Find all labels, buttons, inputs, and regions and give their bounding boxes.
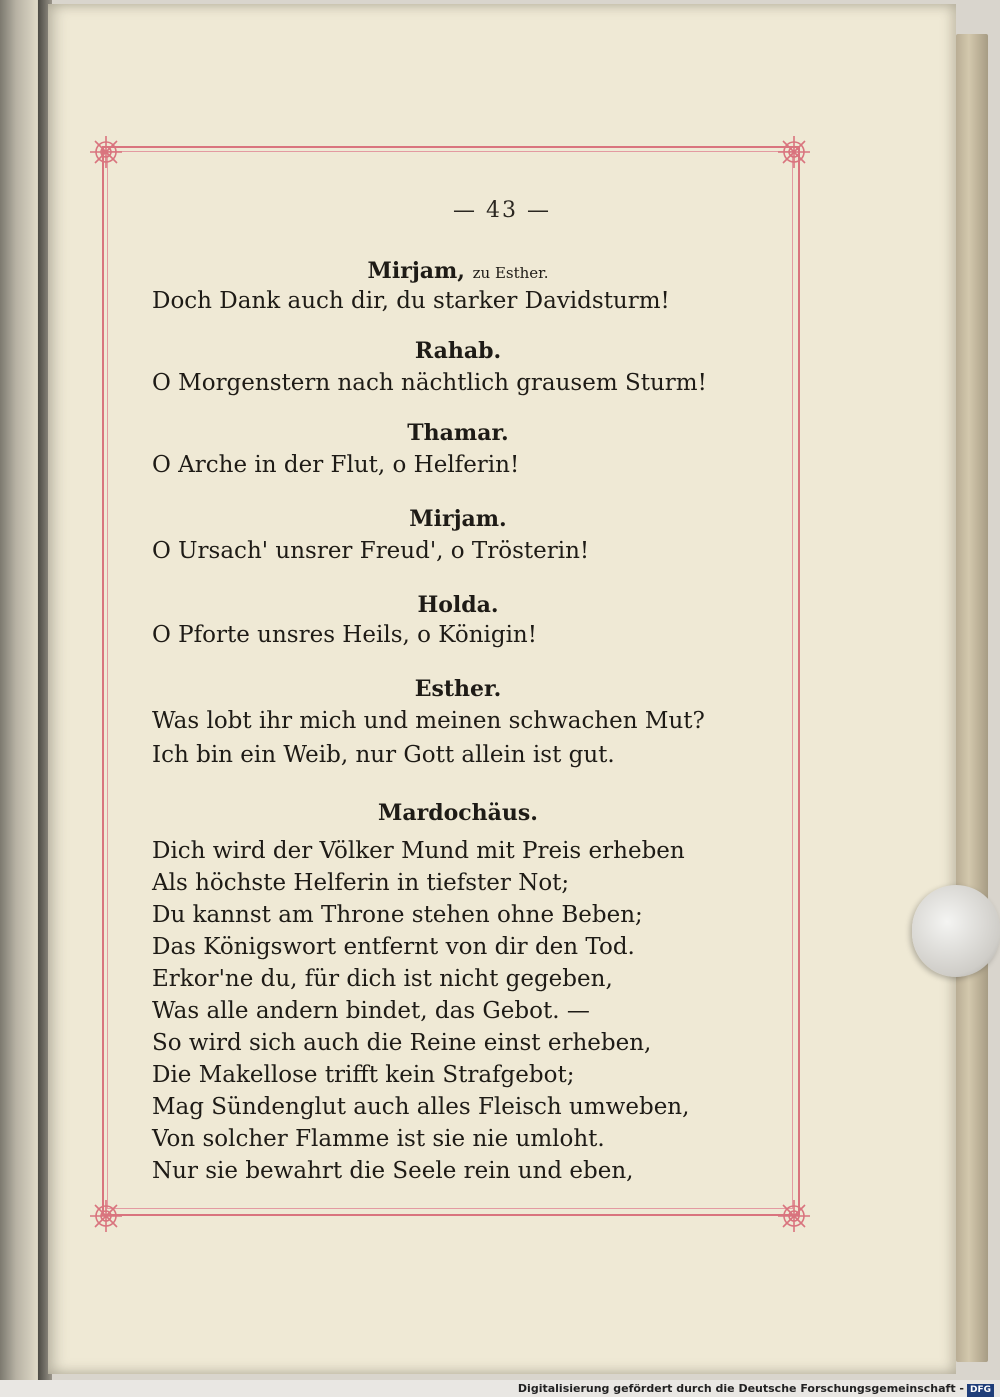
verse-line: Als höchste Helferin in tiefster Not; — [152, 870, 570, 896]
speaker-heading — [48, 258, 868, 284]
verse-line: O Arche in der Flut, o Helferin! — [152, 452, 520, 478]
speaker-heading: Esther. — [414, 676, 502, 702]
dfg-logo-icon: DFG — [967, 1384, 994, 1397]
book-cover-edge — [956, 34, 988, 1362]
page-number: — 43 — — [453, 198, 551, 223]
verse-line: Du kannst am Throne stehen ohne Beben; — [152, 902, 643, 928]
verse-line: O Morgenstern nach nächtlich grausem Sturm! — [152, 370, 707, 396]
corner-ornament-icon — [774, 1196, 814, 1236]
verse-line: O Pforte unsres Heils, o Königin! — [152, 622, 537, 648]
verse-line: Die Makellose trifft kein Strafgebot; — [152, 1062, 575, 1088]
speaker-heading: Rahab. — [414, 338, 502, 364]
page-clip-tab — [912, 885, 1000, 977]
verse-line: Nur sie bewahrt die Seele rein und eben, — [152, 1158, 634, 1184]
corner-ornament-icon — [86, 1196, 126, 1236]
speaker-name: Mirjam, — [367, 258, 465, 284]
verse-line: Was alle andern bindet, das Gebot. — — [152, 998, 590, 1024]
verse-line: Ich bin ein Weib, nur Gott allein ist gut. — [152, 742, 615, 768]
verse-line: Dich wird der Völker Mund mit Preis erheben — [152, 838, 685, 864]
speaker-heading: Holda. — [417, 592, 499, 618]
corner-ornament-icon — [774, 132, 814, 172]
verse-line: So wird sich auch die Reine einst erheben, — [152, 1030, 652, 1056]
verse-line: Doch Dank auch dir, du starker Davidsturm! — [152, 288, 670, 314]
stage-direction: zu Esther. — [472, 264, 549, 282]
verse-line: Was lobt ihr mich und meinen schwachen Mut? — [152, 708, 705, 734]
speaker-heading: Mirjam. — [409, 506, 507, 532]
corner-ornament-icon — [86, 132, 126, 172]
verse-line: Erkor'ne du, für dich ist nicht gegeben, — [152, 966, 613, 992]
verse-line: Mag Sündenglut auch alles Fleisch umweben, — [152, 1094, 690, 1120]
speaker-heading: Thamar. — [407, 420, 509, 446]
verse-line: Das Königswort entfernt von dir den Tod. — [152, 934, 635, 960]
digitization-credit — [518, 1380, 994, 1397]
speaker-heading: Mardochäus. — [378, 800, 538, 826]
verse-line: O Ursach' unsrer Freud', o Trösterin! — [152, 538, 590, 564]
credit-text: Digitalisierung gefördert durch die Deutsche Forschungsgemeinschaft - — [517, 1382, 964, 1395]
verse-line: Von solcher Flamme ist sie nie umloht. — [152, 1126, 605, 1152]
